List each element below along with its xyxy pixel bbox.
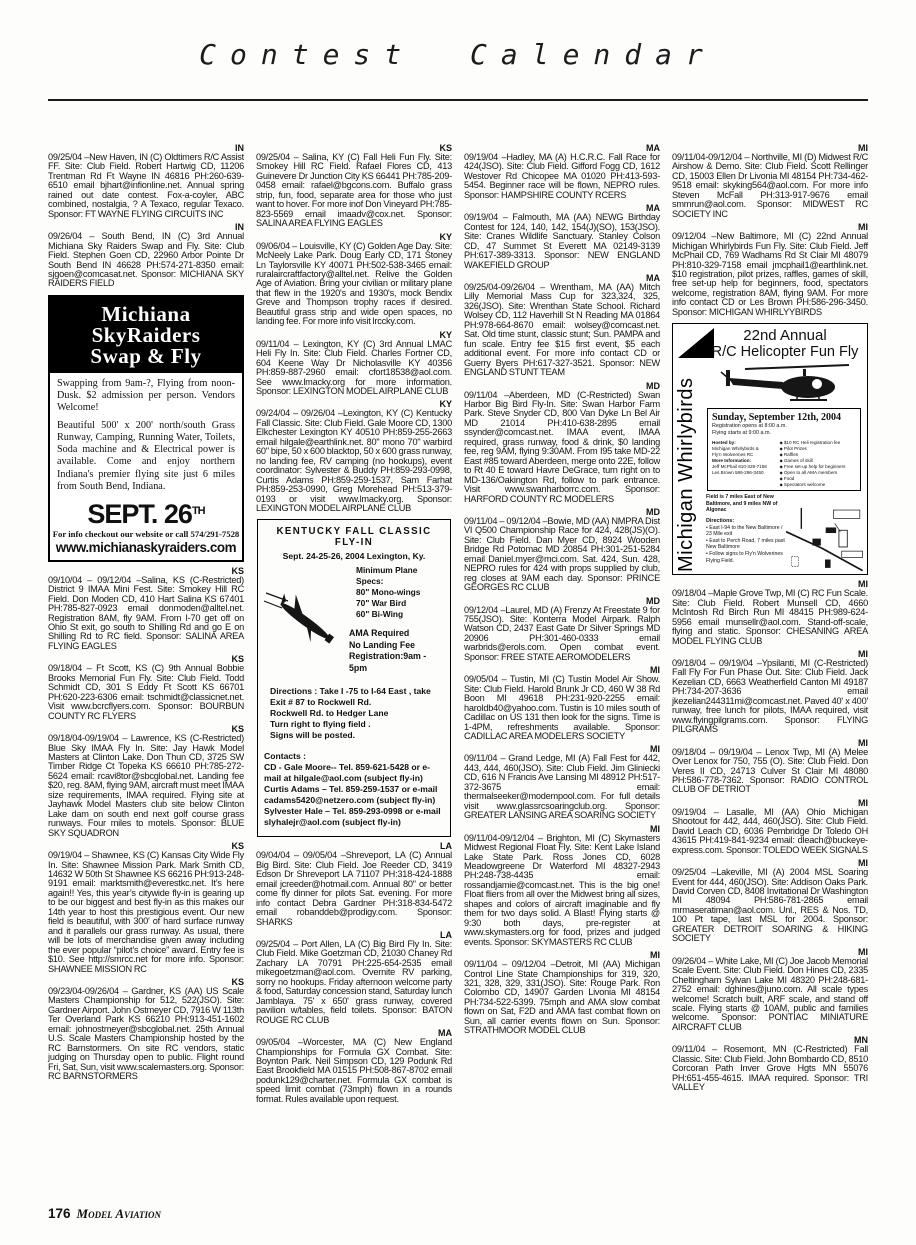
heli-ad-directions (706, 525, 786, 565)
calendar-entry: 09/11/04-09/12/04 – Brighton, MI (C) Skymasters Midwest Regional Float Fly. Site: Kent Lake Island Lake State Park. Ross Jones CD, 6028 Meadowgreene Dr Waterford MI 48327-2943 PH:248-738-4435 email: rossandjamie@comcast.net. This is the big one! Float fliers from all over the Midwest bring all sizes, shapes and colors of aircraft imaginable and fly them for two days solid. A Blast! Flying starts @ 9:30 both days, pre-register at www.skymasters.org for food, prizes and judged events. Sponsor: SKYMASTERS RC CLUB (464, 832, 660, 947)
calendar-entry: 09/25/04 – Port Allen, LA (C) Big Bird Fly In. Site: Club Field. Mike Goetzman CD, 21030 Chaney Rd Zachary LA 70791 PH:225-654-2535 email mikegoetzman@aol.com. Overnite RV parking, sorry no hookups. Friday afternoon welcome party & food, Saturday concession stand, Saturday lunch Jamblaya. 75' x 650' grass runway, covered pavilion w/tables, field toilets. Sponsor: BATON ROUGE RC CLUB (256, 939, 452, 1025)
state-heading: MD (646, 380, 660, 391)
state-heading: KS (231, 565, 244, 576)
kentucky-ad-spec: 80" Mono-wings (356, 587, 421, 598)
kentucky-ad-contacts-title: Contacts : (264, 751, 307, 762)
state-heading: KS (231, 654, 244, 665)
calendar-entry: 09/25/04-09/26/04 – Wrentham, MA (AA) Mitch Lilly Memorial Mass Cup for 323,324, 325, 326(JSO). Site: Wrenthan State School. Richard Wolsey CD, 112 Haverhill St N Reading MA 01864 PH:978-664-8670 email: wolsey@comcast.net. Sat. Old time stunt, classic stunt; Sun. PAMPA and fun scale. Entry fee $15 first event, $5 each additional event. For more info contact CD or Guerry Byers PH:617-327-3521. Sponsor: NEW ENGLAND STUNT TEAM (464, 281, 660, 378)
calendar-entry: 09/05/04 – Tustin, MI (C) Tustin Model Air Show. Site: Club Field. Harold Brunk Jr CD, 460 W 38 Rd Boon MI 49618 PH:231-920-2255 email: haroldb40@yahoo.com. Tustin is 10 miles south of Cadillac on US 131 then look for the signs. Time is 1-4PM, refreshments available. Sponsor: CADILLAC AREA MODELERS SOCIETY (464, 674, 660, 742)
calendar-entry: 09/11/04 –Aberdeen, MD (C-Restricted) Swan Harbor Big Bird Fly-In. Site: Swan Harbor Farm Park. Steve Snyder CD, 800 Van Dyke Ln Bel Air MD 21014 PH:410-638-2895 email ssynder@comcast.net. IMAA event, IMAA required, grass runway, food & drink, $0 landing fee, reg 9AM, flying 9:30AM. From I95 take MD-22 East #85 toward Aberdeen, merge onto 22E, follow to Rt 40 E toward Havre DeGrace, turn right on to MD-136/Oakington Rd, follow to park entrance. Visit www.swanharborrc.com. Sponsor: HARFORD COUNTY RC MODELERS (464, 389, 660, 504)
michiana-ad-title-line: Michiana (101, 301, 191, 326)
state-heading: MI (858, 143, 868, 153)
calendar-entry: 09/18/04 – 09/19/04 – Lenox Twp, MI (A) Melee Over Lenox for 750, 755 (O). Site: Club Field. Don Veres II CD, 24713 Culver St Clair MI 48080 PH:586-778-7362. Sponsor: RADIO CONTROL CLUB OF DETRIOT (672, 746, 868, 795)
column-4 (672, 118, 868, 1105)
calendar-entry: 09/12/04 –Laurel, MD (A) Frenzy At Freestate 9 for 755(JSO). Site: Konterra Model Airpark. Ralph Watson CD, 2437 East Gate Dr Silver Springs MD 20906 PH:301-460-0333 email warbrids@erols.com. Open combat event. Sponsor: FREE STATE AEROMODELERS (464, 604, 660, 662)
heli-ad-registration-line: Flying starts at 9:00 a.m. (712, 430, 772, 437)
michiana-ad-paragraph: Beautiful 500' x 200' north/south Grass Runway, Camping, Running Water, Toilets, Soda machine and & Electrical power is available. Come and enjoy northern Indiana's premier flying site just 6 miles from South Bend, Indiana. (57, 420, 235, 492)
state-heading: LA (440, 841, 452, 852)
helicopter-illustration-icon (715, 362, 855, 406)
calendar-entry: 09/11/04 – Lexington, KY (C) 3rd Annual LMAC Heli Fly In. Site: Club Field. Charles Fortner CD, 604 Keene Way Dr Nicholasville KY 40356 PH:859-887-2960 email: cfort18538@aol.com. See www.lmacky.org for more information. Sponsor: LEXINGTON MODEL AIRPLANE CLUB (256, 338, 452, 396)
calendar-entry: 09/04/04 – 09/05/04 –Shreveport, LA (C) Annual Big Bird. Site: Club Field. Joe Reeder CD, 3419 Edson Dr Shreveport LA 71107 PH:318-424-1888 email jcreeder@hotmail.com. Annual 80" or better come fly dinner for pilots Sat. evening. For more info contact Debra Gardner PH:318-834-5472 email robanddeb@prodigy.com. Sponsor: SHARKS (256, 850, 452, 927)
state-heading: MI (650, 823, 660, 834)
calendar-entry: 09/19/04 – Lasalle, MI (AA) Ohio Michigan Shootout for 442, 444, 460(JSO). Site: Club Field. David Leach CD, 6036 Pembridge Dr Toledo OH 43615 PH:419-841-9234 email: dleach@buckeye-express.com. Sponsor: TOLEDO WEEK SIGNALS (672, 806, 868, 855)
heli-ad-feature: ◆ Open to all AMA members (780, 470, 856, 476)
kentucky-ad-direction-line: Signs will be posted. (270, 730, 355, 741)
kentucky-ad-requirement: Registration:9am - 5pm (349, 651, 427, 673)
kentucky-fall-classic-ad (257, 519, 451, 837)
heli-ad-feature: ◆ Spectators welcome (780, 482, 856, 488)
michiana-ad-body (50, 373, 242, 493)
calendar-entry: 09/24/04 – 09/26/04 –Lexington, KY (C) Kentucky Fall Classic. Site: Club Field. Gale Moore CD, 1300 Elkchester Lexington KY 40510 PH:859-255-2663 email hilgale@earthlink.net. 80" mono 70" warbird 60" bipe, 50 x 600 blacktop, 50 x 600 grass runway, no landing fee, RV camping (no hookups), event coordinator: Sylvester & Buddy PH:859-293-0998, Curtis Adams PH:859-259-1537, Sam Farhat PH:859-253-0990, Greg Morehead PH:513-379-0193 or visit www.lmacky.org. Sponsor: LEXINGTON MODEL AIRPLANE CLUB (256, 408, 452, 513)
heli-ad-registration-line: Registration opens at 8:00 a.m. (712, 423, 787, 430)
heli-ad-host-line: Les Brown 586-296-3450 (712, 470, 764, 476)
calendar-entry: 09/11/04 – 09/12/04 –Detroit, MI (AA) Michigan Control Line State Championships for 319, 320, 321, 328, 329, 331(JSO). Site: Rouge Park. Ron Colombo CD, 14907 Garden Livonia MI 48154 PH:734-522-5399. 75mph and AMA slow combat flown on Sat, F2D and AMA fast combat flown on Sun, all carrier events flown on Sun. Sponsor: STRATHMOOR MODEL CLUB (464, 959, 660, 1036)
kentucky-ad-specs (356, 565, 444, 620)
kentucky-ad-directions (270, 686, 444, 741)
state-heading: KY (439, 399, 452, 410)
heli-ad-title-line1: 22nd Annual (743, 327, 827, 345)
calendar-entry: 09/26/04 – White Lake, MI (C) Joe Jacob Memorial Scale Event. Site: Club Field. Don Hines CD, 2335 Cheltingham Sylvan Lake MI 48320 PH:248-681-2752 email: dghines@juno.com. All scale types welcome! Scratch built, ARF scale, and stand off scale. Flying starts @ 10AM, public and families welcome. Sponsor: PONTIAC MINIATURE AIRCRAFT CLUB (672, 955, 868, 1032)
kentucky-ad-contact: Sylvester Hale – Tel. 859-293-0998 or e-mail slyhalejr@aol.com (subject fly-in) (264, 806, 441, 828)
heli-ad-feature: ◆ Free set-up help for beginners (780, 464, 856, 470)
kentucky-ad-direction-line: Directions : Take I -75 to I-64 East , take (270, 686, 431, 697)
magazine-name: Model Aviation (76, 1206, 162, 1221)
kentucky-ad-contacts (264, 751, 444, 828)
calendar-entry: 09/18/04-09/19/04 – Lawrence, KS (C-Restricted) Blue Sky IMAA Fly In. Site: Jay Hawk Model Masters at Clinton Lake. Don Thun CD, 3725 SW Timber Ridge Ct Topeka KS 66610 PH:785-272-5624 email: rcavi8tor@sbcglobal.net. Landing fee $20, reg. 8AM, flying 9AM, aircraft must meet IMAA size requirements, IMAA required. Flying site at Jayhawk Model Masters club site below Clinton Lake dam on south end next golf course grass runways. Four miles to motels. Sponsor: BLUE SKY SQUADRON (48, 733, 244, 838)
heli-ad-feature: ◆ $10 RC Heli registration fee (780, 440, 856, 446)
calendar-entry: 09/11/04 – Grand Ledge, MI (A) Fall Fest for 442, 443, 444, 460(JSO). Site: Club Field. Jim Gliniecki CD, 616 N Francis Ave Lansing MI 48912 PH:517-372-3675 email: thermalseeker@modempool.com. For full details visit www.glassrcsoaringclub.org. Sponsor: GREATER LANSING AREA SOARING SOCIETY (464, 753, 660, 821)
michiana-ad-website: www.michianaskyraiders.com (55, 539, 237, 555)
calendar-entry: 09/25/04 – Salina, KY (C) Fall Heli Fun Fly. Site: Smokey Hill RC Field. Rafael Flores CD, 413 Guinevere Dr Junction City KS 66441 PH:785-209-0458 email: rafael@bgcons.com. Buffalo grass strip, fun, food, separate area for those who just want to hover. For more inof Don Vineyard PH:785-823-5569 email imaadv@cox.net. Sponsor: SALINA AREA FLYING EAGLES (256, 152, 452, 229)
state-heading: MI (650, 950, 660, 961)
heli-ad-host-line: Jeff McPhail 810-329-7158 (712, 464, 767, 470)
michiana-ad-header (50, 297, 242, 373)
calendar-entry: 09/12/04 –New Baltimore, MI (C) 22nd Annual Michigan Whirlybirds Fun Fly. Site: Club Field. Jeff McPhail CD, 769 Wadhams Rd St Clair MI 48079 PH:810-329-7158 email jmcphail1@earthlink.net. $10 registration, pilot prizes, raffles, games of skill, free set-up help for beginners, food, spectators welcome, registration 8AM, flying 9AM. For more info contact CD or Les Brown PH:586-296-3450. Sponsor: MICHIGAN WHIRLYYBIRDS (672, 231, 868, 317)
heli-ad-direction-line: • East to Perch Road, 7 miles past New Baltimore (706, 538, 786, 551)
column-1 (48, 118, 244, 1105)
heli-ad-feature: ◆ Food (780, 476, 856, 482)
calendar-entry: 09/10/04 – 09/12/04 –Salina, KS (C-Restricted) District 9 IMAA Mini Fest. Site: Smokey Hill RC Field. Don Moden CD, 410 Hart Salina KS 67401 PH:785-827-0923 email donmoden@alltel.net. Registration 8AM, fly 9AM. From I-70 get off on Ohio St exit, go south to Shilling Rd and go E on Shilling Rd to RC field. Sponsor: SALINA AREA FLYING EAGLES (48, 574, 244, 651)
heli-ad-direction-line: • Follow signs to Fly'n Wolverines Flying Field. (706, 551, 786, 564)
heli-ad-host-line: More Information: (712, 458, 752, 464)
calendar-entry: 09/11/04-09/12/04 – Northville, MI (D) Midwest R/C Airshow & Demo. Site: Club Field. Scott Rellinger CD, 15003 Ellen Dr Livonia MI 48154 PH:734-462-9518 email: skyking564@aol.com. For more info Steven McFall PH:313-917-9676 email smmrun@aol.com. Sponsor: MIDWEST RC SOCIETY INC (672, 152, 868, 219)
kentucky-ad-specs-title: Minimum Plane Specs: (356, 565, 418, 587)
kentucky-ad-direction-line: Turn right to flying field . (270, 719, 371, 730)
state-heading: IN (235, 222, 244, 233)
state-heading: MN (854, 1035, 868, 1046)
state-heading: MA (646, 143, 660, 153)
kentucky-ad-title: KENTUCKY FALL CLASSIC FLY-IN (276, 526, 432, 549)
state-heading: KS (231, 724, 244, 735)
kentucky-ad-subtitle: Sept. 24-25-26, 2004 Lexington, Ky. (282, 551, 426, 562)
heli-ad-feature-list (780, 440, 856, 488)
heli-ad-field-note: Field is 7 miles East of New Baltimore, and 9 miles NW of Algonac (706, 494, 778, 514)
state-heading: MI (650, 665, 660, 676)
kentucky-ad-requirement: AMA Required (349, 628, 410, 639)
state-heading: MI (858, 797, 868, 808)
calendar-entry: 09/18/04 – 09/19/04 –Ypsilanti, MI (C-Restricted) Fall Fly For Fun Phase Out. Site: Club Field. Jack Kezelian CD, 6663 Weatherfield Canton MI 49187 PH:734-207-3636 email jkezelian244311mi@comcast.net. Paved 40' x 400' runway, free lunch for pilots, IMAA required, visit www.flyingpilgrams.com. Sponsor: FLYING PILGRAMS (672, 657, 868, 735)
heli-ad-info-box (707, 408, 861, 491)
michiana-ad-date (50, 499, 242, 527)
state-heading: KY (439, 329, 452, 340)
state-heading: LA (440, 930, 452, 941)
state-heading: MI (858, 946, 868, 957)
heli-ad-host-line: Michigan Whirlybirds & (712, 446, 759, 452)
michiana-ad-title-line: SkyRaiders (91, 322, 201, 347)
heli-ad-notes (706, 494, 786, 575)
column-2 (256, 118, 452, 1105)
state-heading: KS (439, 143, 452, 153)
state-heading: MI (858, 737, 868, 748)
kentucky-ad-direction-line: Rockwell Rd. to Hedger Lane (270, 708, 389, 719)
state-heading: KY (439, 231, 452, 242)
kentucky-ad-direction-line: Exit # 87 to Rockwell Rd. (270, 697, 372, 708)
state-heading: MI (858, 222, 868, 233)
calendar-entry: 09/25/04 –Lakeville, MI (A) 2004 MSL Soaring Event for 444, 460(JSO). Site: Addison Oaks Park. David Corven CD, 8408 Invitational Dr Washington MI 48094 PH:586-781-2865 email mrmaseratiman@aol.com. Unl., RES & Nos. TD, 100 Pt tape, last MSL for 2004. Sponsor: GREATER DETROIT SOARING & HIKING SOCIETY (672, 867, 868, 944)
state-heading: MI (858, 579, 868, 590)
heli-ad-title-line2: R/C Helicopter Fun Fly (711, 344, 859, 361)
calendar-entry: 09/19/04 – Falmouth, MA (AA) NEWG Birthday Contest for 124, 140, 142, 154(J)(SO), 153(JSO). Site: Cranes Wildlife Sanctuary. Stanley Colson CD, 47 Summet St Everett MA 02149-3139 PH:617-389-3313. Sponsor: NEW ENGLAND WAKEFIELD GROUP (464, 212, 660, 270)
heli-ad-feature: ◆ Games of skill (780, 458, 856, 464)
calendar-entry: 09/23/04-09/26/04 – Gardner, KS (AA) US Scale Masters Championship for 512, 522(JSO). Site: Gardner Airport. John Ostmeyer CD, 7916 W 113th Ter Overland Park KS 66210 PH:913-451-1602 email: johnostmeyer@sbcglobal.net. 25th Annual U.S. Scale Masters Championship hosted by the RC Barnstormers. On site RC vendors, static judging on Thursday open to public. Flight round Fri, Sat, Sun, visit www.scalemasters.org. Sponsor: RC BARNSTORMERS (48, 985, 244, 1082)
title-rule (48, 99, 868, 101)
airplane-silhouette-icon (262, 575, 348, 667)
calendar-entry: 09/18/04 –Maple Grove Twp, MI (C) RC Fun Scale. Site: Club Field. Robert Munsell CD, 4660 McIntosh Rd Birch Run MI 48415 PH:989-624-5956 email munsellr@aol.com. Stand-off-scale, flying and static. Sponsor: CHESANING AREA MODEL FLYING CLUB (672, 588, 868, 646)
calendar-entry: 09/06/04 – Louisville, KY (C) Golden Age Day. Site: McNeely Lake Park. Doug Early CD, 171 Stoney Ln Taylorsville KY 40071 PH:502-538-3465 email: ruralaircraftfactory@alltel.net. Relive the Golden Age of Aviation. Bring your civilian or military plane that flew in the 1920's and 1930's, mock Bendix Greve and Thompson trophy races if desired. Beautiful grass strip and wide open spaces, no landing fee. For more info visit lrccky.com. (256, 240, 452, 327)
heli-ad-host-line: Fly'n Wolverines RC (712, 452, 754, 458)
state-heading: MA (646, 203, 660, 214)
calendar-entry: 09/11/04 – 09/12/04 –Bowie, MD (AA) NMPRA Dist VI Q500 Championship Race for 424, 428(JS)(O). Site: Club Field. Dan Myer CD, 8924 Wooden Bridge Rd Potomac MD 20854 PH:301-251-5284 email Daniel.myer@mci.com. Sat. 424, Sun. 428, NEPRO rules for 424 with props supplied by club, reg closes at 9AM each day. Sponsor: PRINCE GEORGES RC CLUB (464, 515, 660, 593)
state-heading: MI (858, 648, 868, 659)
state-heading: MD (646, 506, 660, 517)
column-3 (464, 118, 660, 1105)
heli-ad-feature: ◆ Pilot Prizes (780, 446, 856, 452)
kentucky-ad-contact: CD - Gale Moore-- Tel. 859-621-5428 or e-mail at hilgale@aol.com (subject fly-in) (264, 762, 431, 784)
state-heading: MI (858, 858, 868, 869)
kentucky-ad-requirements (349, 628, 444, 674)
page-footer (48, 1205, 161, 1223)
whirlybirds-vertical-title: Michigan Whirlybirds (675, 377, 697, 573)
calendar-entry: 09/25/04 –New Haven, IN (C) Oldtimers R/C Assist FF. Site: Club Field. Robert Hartwig CD, 11206 Trentman Rd Ft Wayne IN 46816 PH:260-639-6510 email bjhart@infionline.net. Annual spring rained out date contest. Fox-a-coyler, ABC combined, nostalgia, ? A Texaco, regular Texaco. Sponsor: FT WAYNE FLYING CIRCUITS INC (48, 152, 244, 219)
directions-map (786, 494, 864, 575)
heli-ad-hosts (712, 440, 780, 488)
page-title: Contest Calendar (199, 38, 717, 71)
heli-ad-host-line: Hosted by: (712, 440, 736, 446)
michiana-ad-date-suffix: TH (191, 504, 205, 517)
michiana-ad-info-line: For info checkout our website or call 574/291-7528 (52, 528, 240, 539)
calendar-entry: 09/19/04 –Hadley, MA (A) H.C.R.C. Fall Race for 424(JSO). Site: Club Field. Gifford Fogg CD, 1612 Westover Rd Chicopee MA 01020 PH:413-593-5454. Beginner race will be flown, NEPRO rules. Sponsor: HAMPSHIRE COUNTY RCERS (464, 152, 660, 200)
state-heading: KS (231, 976, 244, 987)
michiana-ad-title-line: Swap & Fly (90, 343, 202, 368)
kentucky-ad-contact: Curtis Adams – Tel. 859-259-1537 or e-mail cadams5420@netzero.com (subject fly-in) (264, 784, 438, 806)
michiana-skyraiders-ad (48, 295, 244, 562)
whirlybirds-helicopter-ad (672, 323, 868, 575)
state-heading: MI (650, 744, 660, 755)
heli-ad-feature: ◆ Raffles (780, 452, 856, 458)
calendar-columns (48, 118, 868, 1105)
michiana-ad-date-text: SEPT. 26 (87, 498, 192, 529)
state-heading: KS (231, 841, 244, 852)
kentucky-ad-spec: 70" War Bird (356, 598, 407, 609)
kentucky-ad-requirement: No Landing Fee (349, 639, 415, 650)
calendar-entry: 09/11/04 – Rosemont, MN (C-Restricted) Fall Classic. Site: Club Field. John Bombardo CD, 8510 Corcoran Path Inver Grove Hgts MN 55076 PH:651-455-4615. IMAA required. Sponsor: TRI VALLEY (672, 1044, 868, 1093)
michiana-ad-paragraph: Swapping from 9am-?, Flying from noon-Dusk. $2 admission per person. Vendors Welcome! (57, 377, 235, 414)
state-heading: IN (235, 143, 244, 153)
state-heading: MA (646, 272, 660, 283)
calendar-entry: 09/19/04 – Shawnee, KS (C) Kansas City Wide Fly In. Site: Shawnee Mission Park. Mark Smith CD, 14632 W 50th St Shawnee KS 66216 PH:913-248-9191 email: marktsmith@everestkc.net. It’s here again!! Yes, this year’s citywide fly-in is gearing up to be our biggest and best fly-in as this makes our 14th year to host this prestigious event. Our new field is beautiful, with 300' of hard surface runway and it parallels our grass runway. As usual, there will be lots of merchandise given away including the ever popular “pilot’s choice” award. Entry fee is $10. See http://smrcc.net for more info. Sponsor: SHAWNEE MISSION RC (48, 850, 244, 974)
heli-ad-direction-line: • East I-94 to the New Baltimore / 23 Mile exit (706, 525, 786, 538)
whirlybirds-logo-icon (678, 328, 714, 358)
heli-ad-directions-title: Directions: (706, 518, 735, 525)
calendar-entry: 09/26/04 – South Bend, IN (C) 3rd Annual Michiana Sky Raiders Swap and Fly. Site: Club Field. Stephen Goen CD, 22960 Arbor Pointe Dr South Bend IN 46628 PH:574-271-8350 email: sjgoen@comcasat.net. Sponsor: MICHIANA SKY RAIDERS FIELD (48, 231, 244, 289)
calendar-entry: 09/18/04 – Ft Scott, KS (C) 9th Annual Bobbie Brooks Memorial Fun Fly. Site: Club Field. Todd Schmidt CD, 301 S Eddy Ft Scott KS 66701 PH:620-223-6306 email: tschmidt@classicnet.net. Visit www.bcrcflyers.com. Sponsor: BOURBUN COUNTY RC FLYERS (48, 663, 244, 721)
state-heading: MA (438, 1028, 452, 1039)
page-number: 176 (48, 1206, 71, 1221)
kentucky-ad-spec: 60" Bi-Wing (356, 609, 404, 620)
calendar-entry: 09/05/04 –Worcester, MA (C) New England Championships for Formula GX Combat. Site: Boynton Park. Neil Simpson CD, 129 Podunk Rd East Brookfield MA 01515 PH:508-867-8702 email podunk129@charter.net. Formula GX combat is speed limit combat (73mph) flown in a rounds format. Rules available upon request. (256, 1037, 452, 1104)
state-heading: MD (646, 595, 660, 606)
heli-ad-date: Sunday, September 12th, 2004 (712, 412, 842, 424)
